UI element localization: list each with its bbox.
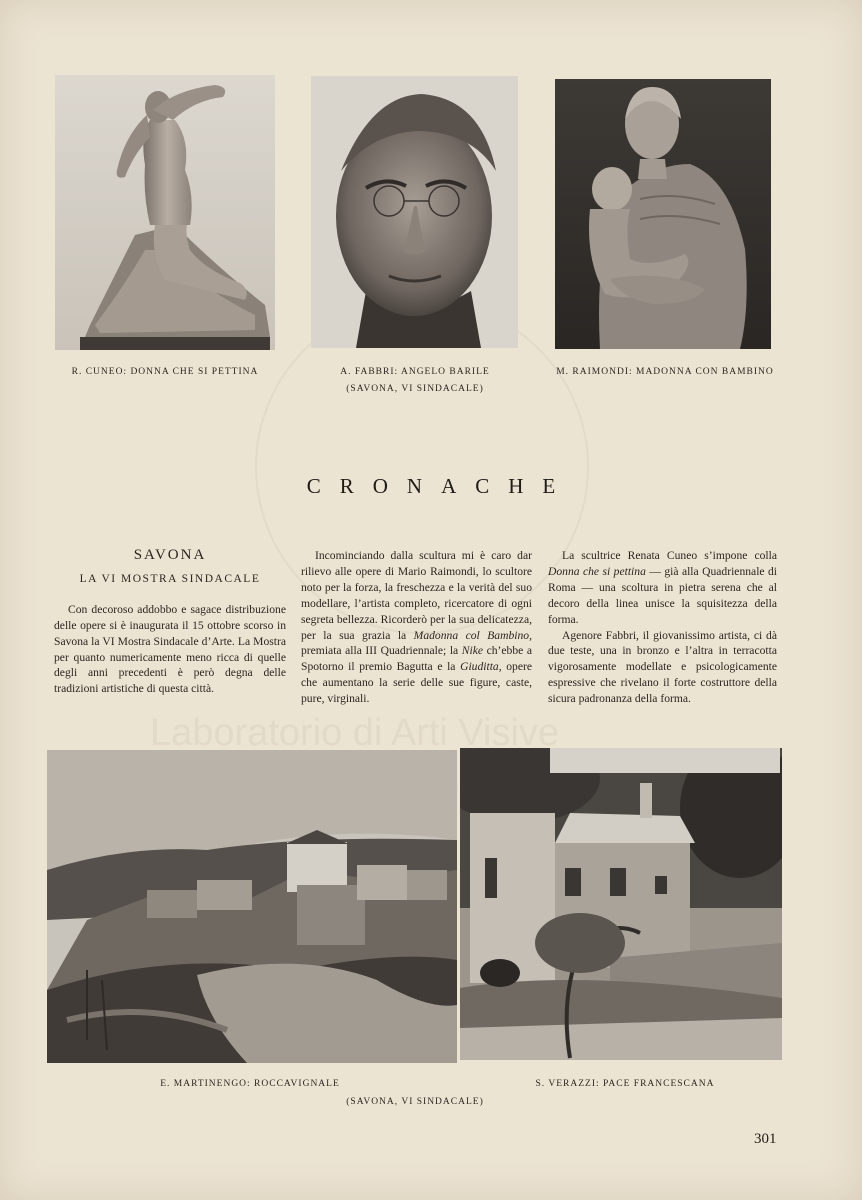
caption-martinengo (120, 1076, 380, 1093)
col2-text-3: ch’ebbe a Spotorno il premio Bagutta e la (301, 644, 532, 674)
caption-verazzi (495, 1076, 755, 1093)
col3-text-2: — già alla Quadriennale di Roma — una scoltura in pietra serena che al decoro della linea unisce la squisitezza della forma. (548, 564, 778, 626)
article-subhead: LA VI MOSTRA SINDACALE (79, 572, 261, 585)
article-column-1 (54, 548, 286, 697)
col2-text-1: Incominciando dalla scultura mi è caro dar rilievo alle opere di Mario Raimondi, lo scultore noto per la forza, la freschezza e la verità del suo modellare, l’artista completo, ricercatore di ogni segreta bellezza. Ricorderò per la sua delicatezza, per la sua grazia la (301, 549, 532, 642)
col3-text-1: La scultrice Renata Cuneo s’impone colla (562, 549, 777, 562)
caption-raimondi (540, 364, 790, 381)
article-col3-paragraph-1 (548, 548, 777, 628)
article-col3-paragraph-2: Agenore Fabbri, il giovanissimo artista, ci dà due teste, una in bronzo e l’altra in terracotta vigorosamente modellate e psicologicamente espressive che rivelano il forte costruttore della sicura padronanza della forma. (548, 628, 777, 706)
photo-raimondi-madonna (555, 79, 771, 349)
caption-fabbri (290, 364, 540, 398)
caption-fabbri-text: A. FABBRI: ANGELO BARILE (340, 367, 490, 377)
article-col1-paragraph: Con decoroso addobbo e sagace distribuzione delle opere si è inaugurata il 15 ottobre scorso in Savona la VI Mostra Sindacale d’Arte. La Mostra per quanto numericamente meno ricca di quelle degli anni precedenti è però degna delle tradizioni artistiche di questa città. (54, 602, 286, 696)
caption-bottom-shared-text: (SAVONA, VI SINDACALE) (346, 1097, 484, 1107)
caption-verazzi-text: S. VERAZZI: PACE FRANCESCANA (535, 1079, 715, 1089)
section-title: CRONACHE (306, 474, 575, 498)
col2-italic-giuditta: Giuditta (460, 660, 499, 674)
caption-martinengo-text: E. MARTINENGO: ROCCAVIGNALE (160, 1079, 340, 1089)
page-number: 301 (754, 1131, 777, 1147)
article-col2-paragraph (301, 548, 532, 707)
col2-text-2: , premiata alla III Quadriennale; la (301, 628, 532, 658)
col2-text-4: , opere che aumentano la serie delle sue figure, caste, pure, virginali. (301, 660, 532, 706)
caption-bottom-shared (290, 1094, 540, 1111)
photo-fabbri-bust (311, 76, 518, 348)
watermark-line-1: Laboratorio di Arti Visive (150, 712, 560, 754)
caption-fabbri-subtext: (SAVONA, VI SINDACALE) (346, 384, 484, 394)
photo-cuneo-sculpture (55, 75, 275, 350)
photo-verazzi-painting (460, 748, 782, 1060)
caption-cuneo-text: R. CUNEO: DONNA CHE SI PETTINA (71, 367, 259, 377)
caption-cuneo (40, 364, 290, 381)
photo-martinengo-painting (47, 750, 457, 1063)
col3-italic-donna: Donna che si pettina (548, 564, 646, 578)
article-column-2 (301, 548, 532, 707)
caption-raimondi-text: M. RAIMONDI: MADONNA CON BAMBINO (556, 367, 774, 377)
article-city: SAVONA (133, 547, 207, 563)
article-column-3 (548, 548, 777, 707)
col2-italic-madonna: Madonna col Bambino (413, 628, 530, 642)
col2-italic-nike: Nike (461, 644, 484, 658)
